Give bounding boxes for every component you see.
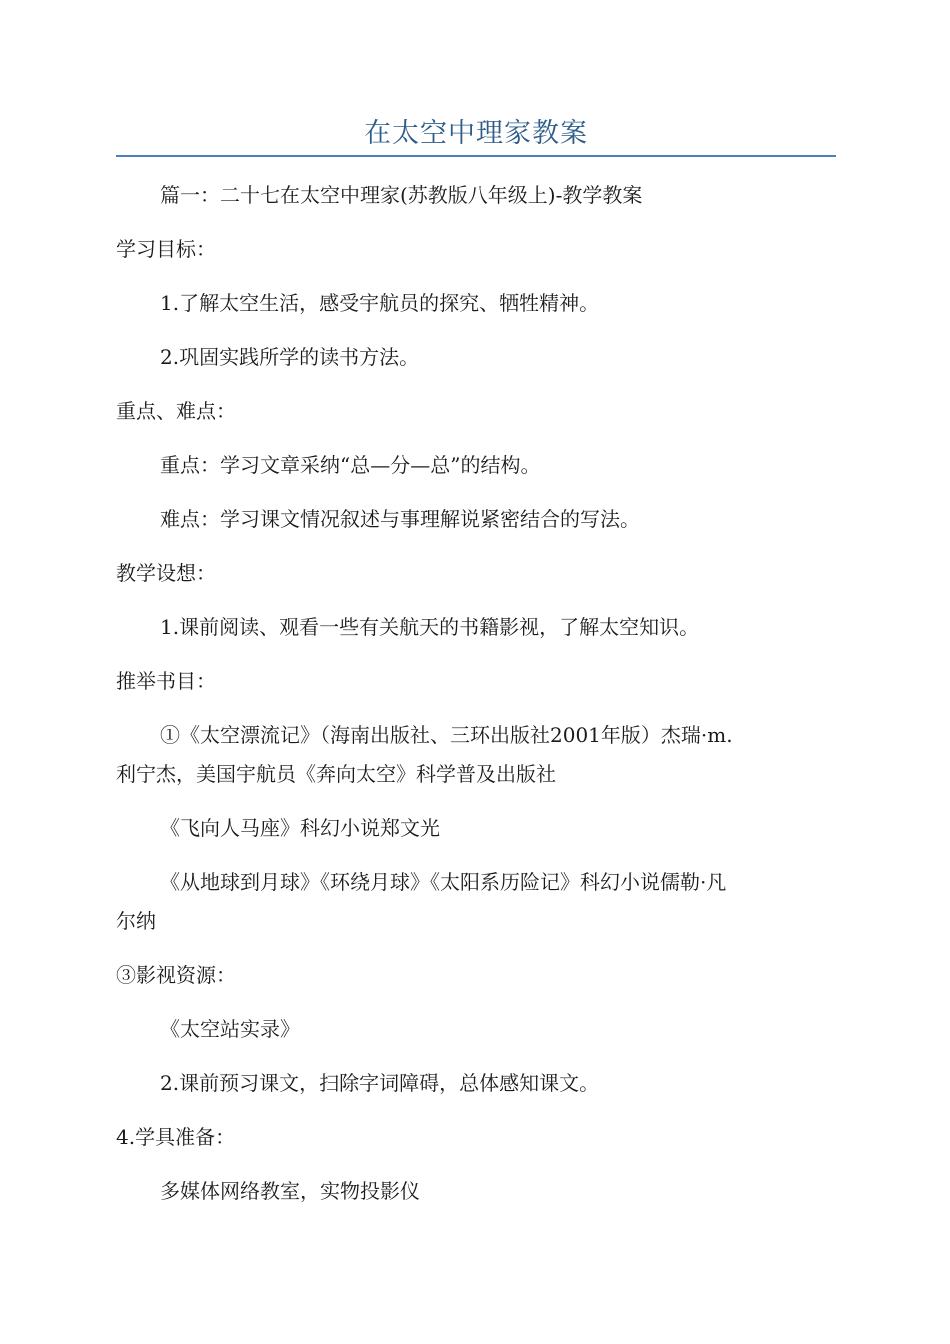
heading-tools-preparation: 4.学具准备： xyxy=(116,1125,236,1149)
heading-teaching-plan: 教学设想： xyxy=(116,561,216,585)
page-title: 在太空中理家教案 xyxy=(364,118,588,149)
heading-recommended-books: 推举书目： xyxy=(116,669,216,693)
book-item: 《从地球到月球》《环绕月球》《太阳系历险记》科幻小说儒勒·凡 xyxy=(160,870,727,894)
difficult-point: 难点：学习课文情况叙述与事理解说紧密结合的写法。 xyxy=(160,507,640,531)
book-item: ①《太空漂流记》（海南出版社、三环出版社2001年版）杰瑞·m. xyxy=(160,723,733,747)
book-item: 《飞向人马座》科幻小说郑文光 xyxy=(160,816,440,840)
film-item: 《太空站实录》 xyxy=(160,1017,300,1041)
title-underline xyxy=(116,155,836,157)
tools-item: 多媒体网络教室，实物投影仪 xyxy=(160,1179,420,1203)
goal-item: 1.了解太空生活，感受宇航员的探究、牺牲精神。 xyxy=(160,291,600,315)
heading-key-points: 重点、难点： xyxy=(116,399,236,423)
heading-learning-goals: 学习目标： xyxy=(116,237,216,261)
book-item-continued: 尔纳 xyxy=(116,909,156,933)
section-heading: 篇一：二十七在太空中理家(苏教版八年级上)-教学教案 xyxy=(160,183,643,207)
heading-film-resources: ③影视资源： xyxy=(116,963,236,987)
plan-item: 1.课前阅读、观看一些有关航天的书籍影视，了解太空知识。 xyxy=(160,615,700,639)
key-point: 重点：学习文章采纳“总—分—总”的结构。 xyxy=(160,453,541,477)
goal-item: 2.巩固实践所学的读书方法。 xyxy=(160,345,420,369)
plan-item: 2.课前预习课文，扫除字词障碍，总体感知课文。 xyxy=(160,1071,600,1095)
book-item-continued: 利宁杰，美国宇航员《奔向太空》科学普及出版社 xyxy=(116,762,556,786)
